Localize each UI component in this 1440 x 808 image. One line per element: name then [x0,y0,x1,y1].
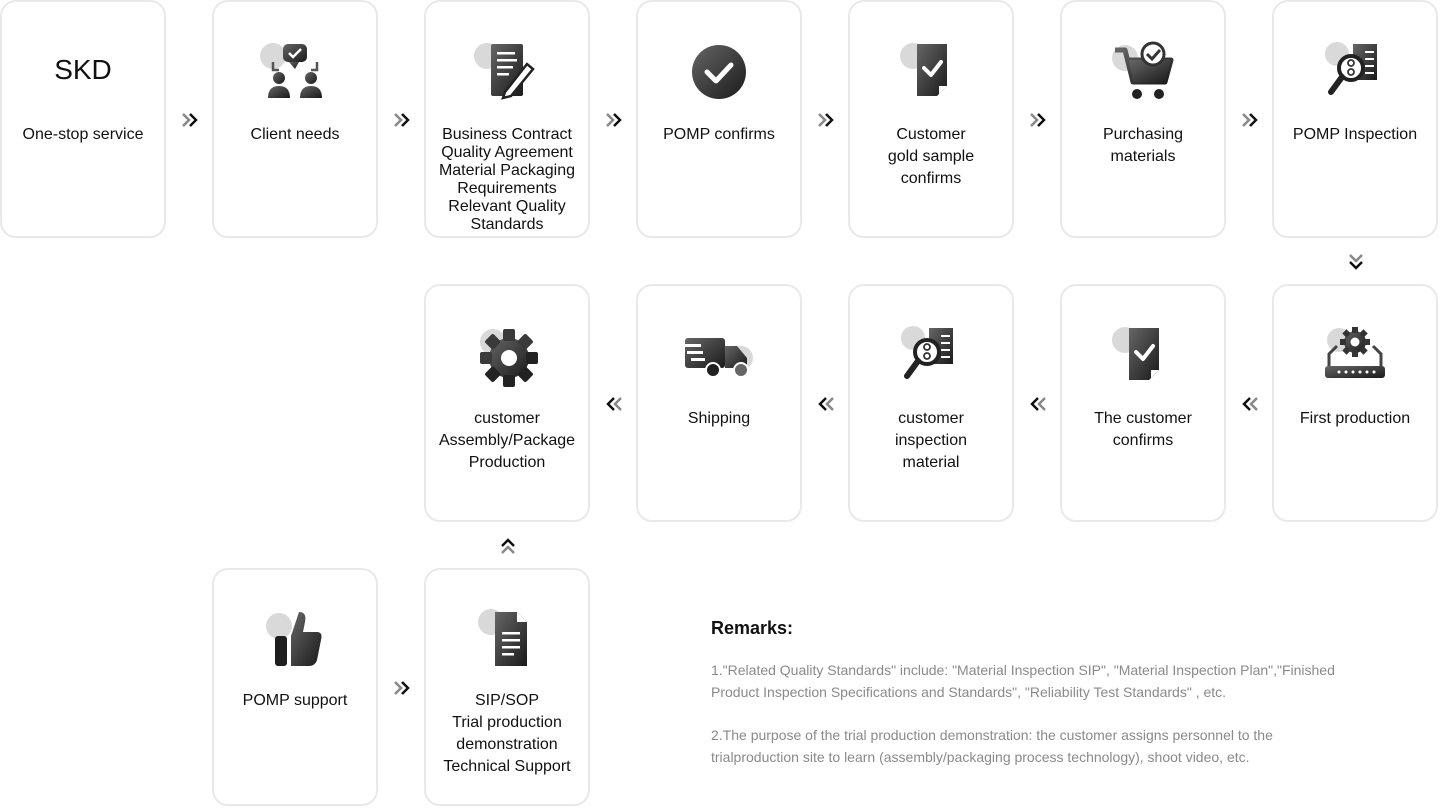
gear-icon [471,324,543,388]
step-label: Client needs [250,126,340,143]
step-card-pomp-support [212,568,378,806]
step-card-assembly [424,284,590,522]
arrow-right-icon [814,108,838,132]
arrow-right-icon [1026,108,1050,132]
shopping-cart-icon [1107,40,1179,104]
skd-title: SKD [54,54,112,85]
step-label: Shipping [687,410,751,427]
step-card-gold-sample [848,0,1014,238]
step-card-shipping [636,284,802,522]
step-card-one-stop [0,0,166,238]
arrow-left-icon [814,392,838,416]
check-circle-icon [683,40,755,104]
thumbs-up-icon [259,608,331,672]
step-card-customer-confirms [1060,284,1226,522]
check-document-icon [895,40,967,104]
step-label: Customer gold sample confirms [887,126,975,187]
step-card-purchasing [1060,0,1226,238]
check-document-icon [1107,324,1179,388]
delivery-truck-icon [683,324,755,388]
arrow-left-icon [602,392,626,416]
arrow-right-icon [602,108,626,132]
contract-pen-icon [471,40,543,104]
arrow-right-icon [390,676,414,700]
step-card-customer-inspection [848,284,1014,522]
step-label: SIP/SOP Trial production demonstration Technical Support [443,692,571,775]
production-gear-icon [1319,324,1391,388]
step-label: The customer confirms [1094,410,1192,449]
step-label: POMP support [242,692,348,709]
remarks-section [711,618,1401,789]
arrow-right-icon [390,108,414,132]
step-card-contract [424,0,590,238]
document-lines-icon [471,608,543,672]
arrow-down-icon [1344,250,1368,274]
step-card-pomp-confirms [636,0,802,238]
step-label: POMP Inspection [1292,126,1418,143]
inspection-magnifier-icon [1319,40,1391,104]
remarks-title: Remarks: [711,618,794,638]
arrow-right-icon [1238,108,1262,132]
step-label: One-stop service [22,126,144,143]
remark-item: 2.The purpose of the trial production demonstration: the customer assigns personnel to the trialproduction site to learn (assembly/packaging process technology), shoot video, etc. [711,727,1273,765]
step-card-pomp-inspection [1272,0,1438,238]
step-card-sip-sop [424,568,590,806]
step-card-client-needs [212,0,378,238]
arrow-up-icon [496,534,520,558]
people-chat-icon [259,40,331,104]
step-card-first-production [1272,284,1438,522]
inspection-magnifier-icon [895,324,967,388]
step-label: customer inspection material [894,410,968,471]
step-label: First production [1299,410,1411,427]
step-label: Purchasing materials [1102,126,1184,165]
step-label: customer Assembly/Package Production [438,410,576,471]
step-label: POMP confirms [663,126,775,143]
arrow-right-icon [178,108,202,132]
step-label: Business Contract Quality Agreement Material Packaging Requirements Relevant Quality Standards [438,126,576,233]
arrow-left-icon [1026,392,1050,416]
remark-item: 1."Related Quality Standards" include: "Material Inspection SIP", "Material Inspection Plan","Finished Product Inspection Specifications and Standards", "Reliability Test Standards" , etc. [711,662,1335,700]
arrow-left-icon [1238,392,1262,416]
